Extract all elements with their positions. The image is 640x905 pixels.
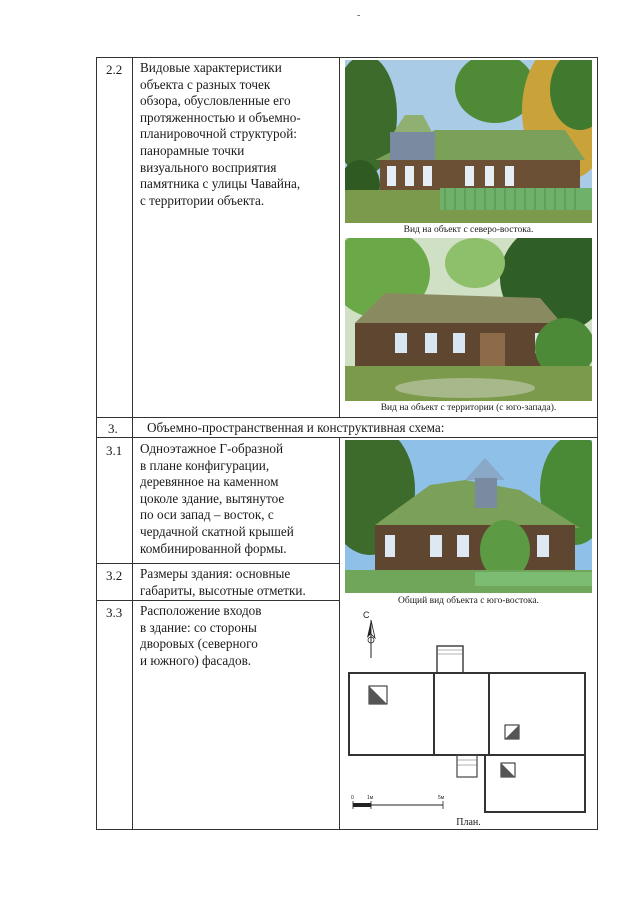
photo-caption-south-west: Вид на объект с территории (с юго-запада). xyxy=(380,403,557,413)
text-line: деревянное на каменном xyxy=(140,474,279,490)
scale-label: 5м xyxy=(438,795,445,801)
text-line: чердачной скатной крышей xyxy=(140,523,294,539)
table-row-divider xyxy=(96,563,339,564)
row-number-3-2: 3.2 xyxy=(106,568,123,583)
text-line: Расположение входов xyxy=(140,603,262,618)
text-line: объекта с разных точек xyxy=(140,76,271,92)
text-line: панорамные точки xyxy=(140,142,245,158)
plan-caption: План. xyxy=(456,817,481,828)
table-divider-number-column xyxy=(132,57,133,830)
text-line: в плане конфигурации, xyxy=(140,457,270,473)
text-line: планировочной структурой: xyxy=(140,126,297,142)
north-label: С xyxy=(363,610,370,620)
text-line: габариты, высотные отметки. xyxy=(140,582,306,598)
table-row-divider xyxy=(96,600,339,601)
scale-label: 0 xyxy=(351,795,354,801)
text-line: Одноэтажное Г-образной xyxy=(140,441,284,456)
row-number-2-2: 2.2 xyxy=(106,62,123,77)
text-line: цоколе здание, вытянутое xyxy=(140,490,285,506)
text-line: в здание: со стороны xyxy=(140,619,257,635)
photo-caption-south-east: Общий вид объекта с юго-востока. xyxy=(398,596,539,606)
row-number-3-1: 3.1 xyxy=(106,443,123,458)
table-row-divider xyxy=(96,417,598,418)
photo-view-south-east xyxy=(345,440,592,593)
row-number-3: 3. xyxy=(108,421,118,436)
row-number-3-3: 3.3 xyxy=(106,605,123,620)
text-line: протяженностью и объемно- xyxy=(140,109,301,125)
photo-caption-north-east: Вид на объект с северо-востока. xyxy=(403,225,534,235)
scale-label: 1м xyxy=(367,795,374,801)
text-line: дворовых (северного xyxy=(140,636,258,652)
section-3-title: Объемно-пространственная и конструктивная схема: xyxy=(147,420,445,435)
text-line: обзора, обусловленные его xyxy=(140,93,291,109)
page-mark: - xyxy=(357,10,361,21)
text-line: комбинированной формы. xyxy=(140,540,287,556)
text-line: Размеры здания: основные xyxy=(140,566,291,581)
table-divider-text-column-bottom xyxy=(339,437,340,830)
table-divider-text-column-top xyxy=(339,57,340,417)
north-arrow-icon xyxy=(367,620,375,658)
row-3-1-text xyxy=(140,441,294,557)
photo-view-north-east xyxy=(345,60,592,223)
table-row-divider xyxy=(96,437,598,438)
text-line: и южного) фасадов. xyxy=(140,652,252,668)
text-line: памятника с улицы Чавайна, xyxy=(140,176,301,192)
floor-plan xyxy=(343,608,593,818)
row-3-2-text xyxy=(140,566,306,599)
row-3-3-text xyxy=(140,603,261,669)
text-line: Видовые характеристики xyxy=(140,60,282,75)
row-2-2-text xyxy=(140,60,301,209)
text-line: с территории объекта. xyxy=(140,192,265,208)
text-line: по оси запад – восток, с xyxy=(140,507,274,523)
text-line: визуального восприятия xyxy=(140,159,277,175)
photo-view-south-west xyxy=(345,238,592,401)
